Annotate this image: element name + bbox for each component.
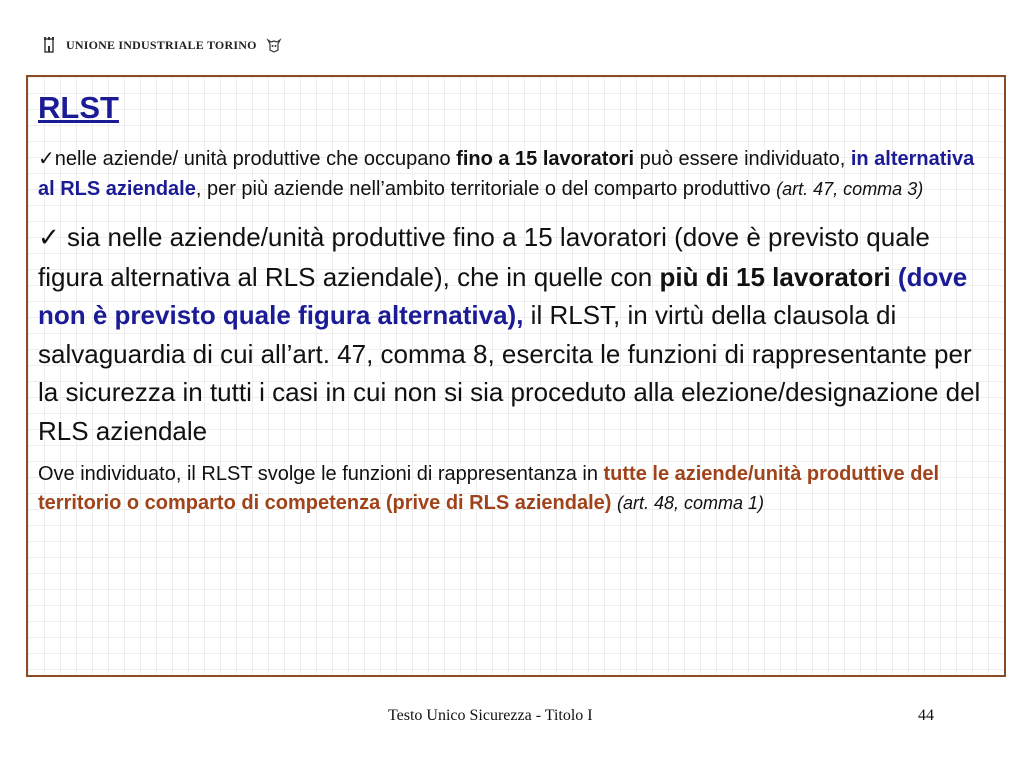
- paragraph-rlst-definition: [38, 143, 988, 204]
- slide-header: [40, 34, 283, 56]
- para1-text-3: , per più aziende nell’ambito territoriale o del comparto produttivo: [195, 178, 777, 200]
- para2-text-1: sia nelle aziende/unità produttive fino a 15 lavoratori (dove è previsto quale figura alternativa al RLS aziendale), che in quelle con: [38, 222, 930, 292]
- slide-title: RLST: [38, 90, 119, 125]
- organization-name: UNIONE INDUSTRIALE TORINO: [66, 37, 257, 52]
- paragraph-rlst-representation: [38, 460, 988, 518]
- para1-text-2: può essere individuato,: [634, 148, 851, 170]
- para1-text-1: nelle aziende/ unità produttive che occupano: [54, 148, 457, 170]
- para3-text-1: Ove individuato, il RLST svolge le funzioni di rappresentanza in: [38, 463, 604, 485]
- para1-highlight-blue: in alternativa al RLS aziendale: [38, 148, 975, 200]
- tower-logo-icon: [40, 36, 58, 54]
- para2-space: [891, 262, 898, 292]
- para1-bold-1: fino a 15 lavoratori: [456, 148, 635, 170]
- para2-text-2: il RLST, in virtù della clausola di salvaguardia di cui all’art. 47, comma 8, esercita le funzioni di rappresentante per la sicurezza in tutti i casi in cui non si sia proceduto alla elezione/designazione del RLS aziendale: [38, 300, 981, 446]
- para1-article-ref: (art. 47, comma 3): [776, 179, 924, 199]
- check-mark-icon: ✓: [38, 146, 55, 170]
- paragraph-rlst-functions: [38, 218, 988, 450]
- content-frame: [26, 75, 1006, 677]
- page-number: 44: [918, 707, 934, 724]
- para3-article-ref: (art. 48, comma 1): [617, 493, 765, 513]
- para2-highlight-blue: (dove non è previsto quale figura alternativa),: [38, 261, 968, 330]
- para3-highlight-brown: tutte le aziende/unità produttive del territorio o comparto di competenza (prive di RLS aziendale): [38, 463, 940, 514]
- check-mark-icon: ✓: [38, 223, 60, 253]
- footer-title: Testo Unico Sicurezza - Titolo I: [388, 707, 593, 724]
- bull-emblem-icon: [265, 36, 283, 54]
- para2-bold-1: più di 15 lavoratori: [659, 261, 891, 292]
